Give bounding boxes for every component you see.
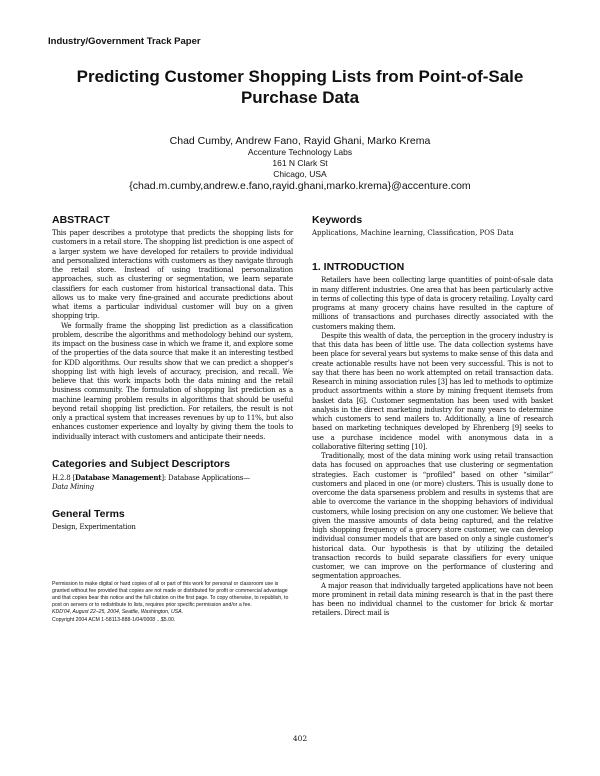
permission-text: Permission to make digital or hard copies of all or part of this work for personal or classroom use is granted without fee provided that copies are not made or distributed for profit or commercial advantage and that copies bear this notice and the full citation on the first page. To copy otherwise, to republish, to post on servers or to redistribute to lists, requires prior specific permission and/or a fee. xyxy=(52,580,289,609)
categories-italic: Data Mining xyxy=(52,483,94,491)
intro-paragraph-4: A major reason that individually targeted applications have not been more prominent in retail data mining research is that in the past there has been no individual channel to the customer for brick & mortar retailers. Direct mail is xyxy=(312,581,553,618)
authors: Chad Cumby, Andrew Fano, Rayid Ghani, Marko Krema xyxy=(169,135,431,147)
abstract-paragraph-2: We formally frame the shopping list prediction as a classification problem, describe the algorithms and methodology behind our system, its impact on the business case in which we frame it, and explore some of the properties of the data source that make it an interesting testbed for KDD algorithms. Our results show that we can predict a shopper's shopping list with high levels of accuracy, precision, and recall. We believe that this work impacts both the data mining and the retail business community. The formulation of shopping list prediction as a machine learning problem results in algorithms that should be useful beyond retail shopping list prediction. For retailers, the result is not only a practical system that increases revenues by up to 11%, but also enhances customer experience and loyalty by giving them the tools to individually interact with customers and anticipate their needs. xyxy=(52,321,293,441)
introduction-heading: 1. INTRODUCTION xyxy=(312,261,405,274)
intro-paragraph-2: Despite this wealth of data, the perception in the grocery industry is that this data has been of little use. The data collection systems have been place for several years but systems to make sense of this data and create actionable results have not been very successful. This is not to say that there has been no work attempted on retail transaction data. Research in mining association rules [3] has led to methods to optimize product assortments within a store by mining frequent itemsets from basket data [6]. Customer segmentation has been used with basket analysis in the direct marketing industry for many years to determine which customers to send mailers to. Additionally, a line of research based on marketing techniques developed by Ehrenberg [9] seeks to use a purchase incidence model with anonymous data in a collaborative filtering setting [10]. xyxy=(312,331,553,451)
categories-heading: Categories and Subject Descriptors xyxy=(52,457,230,470)
copyright-text: Copyright 2004 ACM 1-58113-888-1/04/0008 ...$5.00. xyxy=(52,616,176,623)
address-city: Chicago, USA xyxy=(273,169,327,179)
left-column xyxy=(52,213,293,624)
right-column xyxy=(312,213,553,619)
categories-rest: ]: Database Applications— xyxy=(161,473,250,482)
categories-code: H.2.8 [ xyxy=(52,473,76,482)
paper-title: Predicting Customer Shopping Lists from Point-of-Sale Purchase Data xyxy=(76,67,524,107)
general-terms-text: Design, Experimentation xyxy=(52,523,136,532)
intro-paragraph-3: Traditionally, most of the data mining work using retail transaction data has focused on approaches that use clustering or segmentation strategies. Each customer is “profiled” based on other “similar” customers and placed in one (or more) clusters. This is usually done to overcome the data sparseness problem and results in systems that are able to overcome the variance in the shopping behaviors of individual customers, while losing precision on any one customer. We believe that given the massive amounts of data being captured, and the relative high shopping frequency of a grocery store customer, we can develop individual consumer models that are based on only a single customer's historical data. Our hypothesis is that by utilizing the detailed transaction records to build separate classifiers for every unique customer, we can improve on the performance of clustering and segmentation approaches. xyxy=(312,452,553,581)
abstract-paragraph-1: This paper describes a prototype that predicts the shopping lists for customers in a retail store. The shopping list prediction is one aspect of a larger system we have developed for retailers to provide individual and personalized interactions with customers as they navigate through the retail store. Instead of using traditional personalization approaches, such as clustering or segmentation, we learn separate classifiers for each customer from historical transactional data. This allows us to make very fine-grained and accurate predictions about what items a particular individual customer will buy on a given shopping trip. xyxy=(52,229,293,321)
address-street: 161 N Clark St xyxy=(272,158,328,168)
track-label: Industry/Government Track Paper xyxy=(48,36,201,47)
affiliation-block xyxy=(40,147,560,180)
abstract-heading: ABSTRACT xyxy=(52,214,110,226)
keywords-text: Applications, Machine learning, Classification, POS Data xyxy=(312,229,514,237)
permission-block xyxy=(52,581,293,624)
affiliation: Accenture Technology Labs xyxy=(247,147,353,157)
page-number: 402 xyxy=(292,734,308,743)
categories-bold-term: Database Management xyxy=(75,472,162,482)
author-emails: {chad.m.cumby,andrew.e.fano,rayid.ghani,marko.krema}@accenture.com xyxy=(129,180,471,192)
venue-text: KDD'04, August 22–25, 2004, Seattle, Washington, USA. xyxy=(52,609,184,616)
general-terms-heading: General Terms xyxy=(52,508,125,521)
intro-paragraph-1: Retailers have been collecting large quantities of point-of-sale data in many different industries. One area that has been particularly active in terms of collecting this type of data is grocery retailing. Loyalty card programs at many grocery chains have resulted in the capture of millions of transactions and purchases directly associated with the customers making them. xyxy=(312,276,553,331)
categories-text xyxy=(52,473,293,493)
keywords-heading: Keywords xyxy=(312,214,363,226)
